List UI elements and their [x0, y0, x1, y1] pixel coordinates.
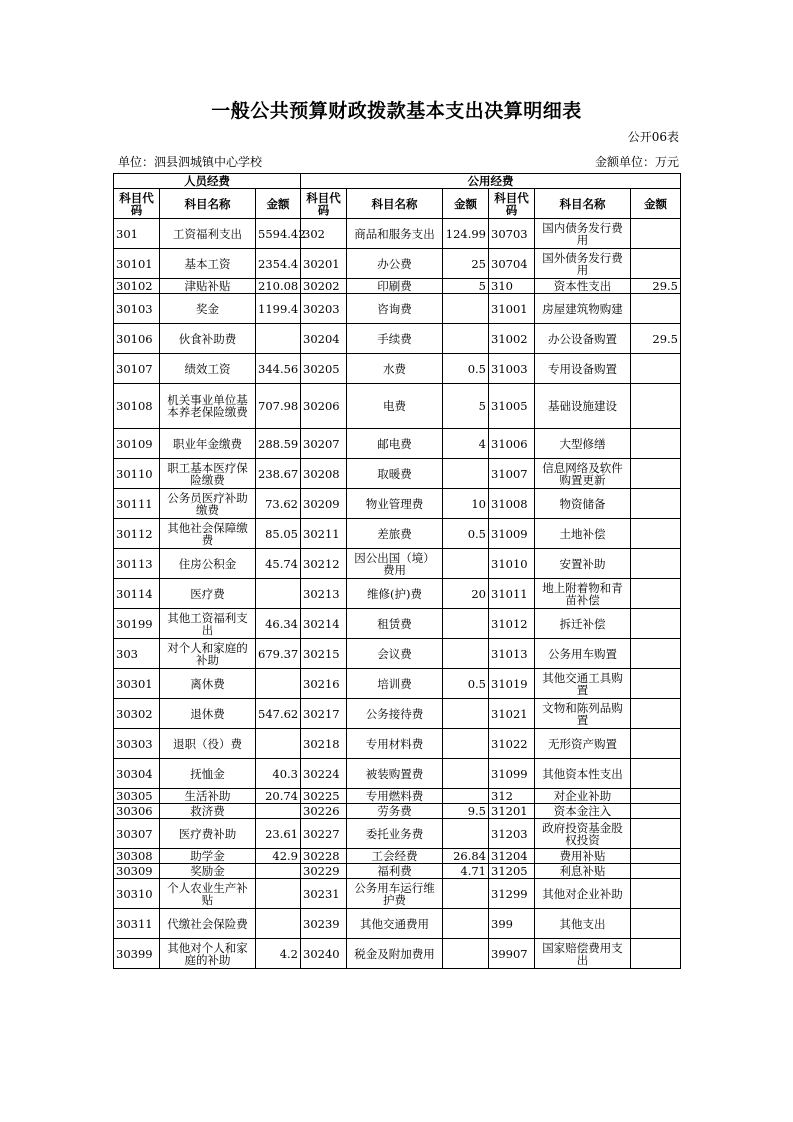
- subject-code-cell: 30213: [301, 579, 347, 609]
- subject-code-cell: 30703: [489, 219, 535, 249]
- subject-code-cell: 31001: [489, 294, 535, 324]
- subject-name-cell: 其他工资福利支出: [160, 609, 256, 639]
- amount-cell: 4.2: [256, 939, 301, 969]
- subject-name-cell: 水费: [347, 354, 443, 384]
- subject-name-cell: 公务用车运行维护费: [347, 879, 443, 909]
- subject-code-cell: 30110: [114, 459, 160, 489]
- subject-name-cell: 资本金注入: [535, 804, 631, 819]
- amount-cell: [631, 729, 681, 759]
- subject-code-cell: 30111: [114, 489, 160, 519]
- amount-cell: [256, 864, 301, 879]
- table-row: [114, 519, 681, 549]
- subject-name-cell: 信息网络及软件购置更新: [535, 459, 631, 489]
- amount-cell: 29.5: [631, 279, 681, 294]
- amount-cell: [256, 669, 301, 699]
- subject-code-cell: 31010: [489, 549, 535, 579]
- amount-cell: [443, 759, 489, 789]
- amount-cell: 707.98: [256, 384, 301, 429]
- subject-name-cell: 津贴补贴: [160, 279, 256, 294]
- subject-name-cell: 其他交通工具购置: [535, 669, 631, 699]
- subject-code-cell: 310: [489, 279, 535, 294]
- subject-name-cell: 差旅费: [347, 519, 443, 549]
- amount-cell: 5: [443, 279, 489, 294]
- subject-code-cell: 30303: [114, 729, 160, 759]
- amount-cell: 124.99: [443, 219, 489, 249]
- subject-name-cell: 劳务费: [347, 804, 443, 819]
- subject-code-cell: 30228: [301, 849, 347, 864]
- amount-cell: 679.37: [256, 639, 301, 669]
- amount-cell: 288.59: [256, 429, 301, 459]
- amount-cell: [631, 294, 681, 324]
- amount-cell: [631, 609, 681, 639]
- subject-code-cell: 30212: [301, 549, 347, 579]
- amount-cell: 9.5: [443, 804, 489, 819]
- subject-name-cell: 退职（役）费: [160, 729, 256, 759]
- amount-cell: [631, 459, 681, 489]
- table-row: [114, 669, 681, 699]
- subject-name-cell: 基础设施建设: [535, 384, 631, 429]
- col-name-header: 科目名称: [535, 189, 631, 219]
- amount-cell: [443, 294, 489, 324]
- amount-cell: [631, 909, 681, 939]
- amount-cell: [443, 699, 489, 729]
- unit-label: 单位：泗县泗城镇中心学校: [118, 155, 263, 169]
- subject-name-cell: 离休费: [160, 669, 256, 699]
- subject-name-cell: 政府投资基金股权投资: [535, 819, 631, 849]
- amount-cell: [631, 804, 681, 819]
- subject-name-cell: 电费: [347, 384, 443, 429]
- amount-cell: [256, 324, 301, 354]
- subject-code-cell: 30227: [301, 819, 347, 849]
- subject-name-cell: 机关事业单位基本养老保险缴费: [160, 384, 256, 429]
- table-row: [114, 819, 681, 849]
- subject-code-cell: 31204: [489, 849, 535, 864]
- subject-name-cell: 其他对企业补助: [535, 879, 631, 909]
- subject-name-cell: 专用设备购置: [535, 354, 631, 384]
- amount-cell: [631, 579, 681, 609]
- col-amount-header: 金额: [256, 189, 301, 219]
- subject-code-cell: 30704: [489, 249, 535, 279]
- subject-code-cell: 30214: [301, 609, 347, 639]
- subject-name-cell: 地上附着物和青苗补偿: [535, 579, 631, 609]
- amount-cell: 23.61: [256, 819, 301, 849]
- subject-code-cell: 30226: [301, 804, 347, 819]
- subject-name-cell: 公务接待费: [347, 699, 443, 729]
- subject-code-cell: 30209: [301, 489, 347, 519]
- col-amount-header: 金额: [443, 189, 489, 219]
- amount-cell: [256, 879, 301, 909]
- amount-cell: [256, 729, 301, 759]
- subject-code-cell: 30112: [114, 519, 160, 549]
- table-row: [114, 324, 681, 354]
- page-title: 一般公共预算财政拨款基本支出决算明细表: [211, 100, 582, 122]
- amount-cell: [443, 639, 489, 669]
- subject-name-cell: 代缴社会保险费: [160, 909, 256, 939]
- subject-name-cell: 印刷费: [347, 279, 443, 294]
- amount-cell: 10: [443, 489, 489, 519]
- amount-cell: 238.67: [256, 459, 301, 489]
- table-row: [114, 864, 681, 879]
- amount-cell: 210.08: [256, 279, 301, 294]
- table-body: [114, 219, 681, 969]
- form-number: 公开06表: [627, 130, 679, 144]
- subject-name-cell: 职工基本医疗保险缴费: [160, 459, 256, 489]
- subject-code-cell: 30399: [114, 939, 160, 969]
- subject-name-cell: 专用材料费: [347, 729, 443, 759]
- col-name-header: 科目名称: [347, 189, 443, 219]
- subject-name-cell: 绩效工资: [160, 354, 256, 384]
- amount-cell: [631, 639, 681, 669]
- table-row: [114, 879, 681, 909]
- subject-name-cell: 物资储备: [535, 489, 631, 519]
- subject-code-cell: 30211: [301, 519, 347, 549]
- col-code-header: 科目代码: [114, 189, 160, 219]
- subject-name-cell: 维修(护)费: [347, 579, 443, 609]
- amount-cell: 344.56: [256, 354, 301, 384]
- amount-cell: [631, 489, 681, 519]
- table-row: [114, 909, 681, 939]
- subject-code-cell: 30204: [301, 324, 347, 354]
- amount-cell: [631, 864, 681, 879]
- table-row: [114, 579, 681, 609]
- table-row: [114, 729, 681, 759]
- subject-code-cell: 30218: [301, 729, 347, 759]
- table-row: [114, 939, 681, 969]
- table-row: [114, 789, 681, 804]
- subject-code-cell: 31011: [489, 579, 535, 609]
- amount-cell: 0.5: [443, 519, 489, 549]
- amount-cell: [631, 849, 681, 864]
- table-row: [114, 279, 681, 294]
- amount-cell: [631, 789, 681, 804]
- amount-cell: [443, 459, 489, 489]
- table-row: [114, 609, 681, 639]
- subject-code-cell: 31013: [489, 639, 535, 669]
- table-row: [114, 429, 681, 459]
- table-row: [114, 384, 681, 429]
- subject-code-cell: 30231: [301, 879, 347, 909]
- table-row: [114, 219, 681, 249]
- subject-code-cell: 30225: [301, 789, 347, 804]
- amount-cell: [631, 249, 681, 279]
- col-code-header: 科目代码: [489, 189, 535, 219]
- amount-cell: [443, 879, 489, 909]
- subject-name-cell: 救济费: [160, 804, 256, 819]
- amount-cell: 4: [443, 429, 489, 459]
- subject-code-cell: 399: [489, 909, 535, 939]
- subject-name-cell: 物业管理费: [347, 489, 443, 519]
- subject-name-cell: 商品和服务支出: [347, 219, 443, 249]
- subject-name-cell: 国内债务发行费用: [535, 219, 631, 249]
- subject-code-cell: 31019: [489, 669, 535, 699]
- amount-cell: [631, 699, 681, 729]
- subject-name-cell: 拆迁补偿: [535, 609, 631, 639]
- subject-name-cell: 税金及附加费用: [347, 939, 443, 969]
- subject-code-cell: 31022: [489, 729, 535, 759]
- amount-cell: 85.05: [256, 519, 301, 549]
- subject-name-cell: 生活补助: [160, 789, 256, 804]
- subject-code-cell: 30102: [114, 279, 160, 294]
- subject-code-cell: 31205: [489, 864, 535, 879]
- subject-name-cell: 奖金: [160, 294, 256, 324]
- amount-cell: 5594.42: [256, 219, 301, 249]
- subject-name-cell: 公务员医疗补助缴费: [160, 489, 256, 519]
- subject-code-cell: 30240: [301, 939, 347, 969]
- amount-cell: 73.62: [256, 489, 301, 519]
- subject-code-cell: 30205: [301, 354, 347, 384]
- subject-code-cell: 31099: [489, 759, 535, 789]
- subject-name-cell: 因公出国（境）费用: [347, 549, 443, 579]
- col-name-header: 科目名称: [160, 189, 256, 219]
- col-amount-header: 金额: [631, 189, 681, 219]
- subject-name-cell: 被装购置费: [347, 759, 443, 789]
- subject-name-cell: 医疗费: [160, 579, 256, 609]
- subject-name-cell: 抚恤金: [160, 759, 256, 789]
- subject-code-cell: 31203: [489, 819, 535, 849]
- amount-cell: [631, 669, 681, 699]
- subject-name-cell: 利息补贴: [535, 864, 631, 879]
- subject-code-cell: 31021: [489, 699, 535, 729]
- amount-cell: [631, 384, 681, 429]
- subject-code-cell: 31008: [489, 489, 535, 519]
- subject-name-cell: 办公费: [347, 249, 443, 279]
- subject-name-cell: 对企业补助: [535, 789, 631, 804]
- amount-cell: [443, 939, 489, 969]
- table-row: [114, 294, 681, 324]
- subject-name-cell: 房屋建筑物购建: [535, 294, 631, 324]
- amount-cell: 20: [443, 579, 489, 609]
- table-row: [114, 699, 681, 729]
- subject-code-cell: 30311: [114, 909, 160, 939]
- group-public-header: 公用经费: [301, 174, 681, 189]
- subject-code-cell: 31299: [489, 879, 535, 909]
- subject-name-cell: 其他交通费用: [347, 909, 443, 939]
- subject-name-cell: 大型修缮: [535, 429, 631, 459]
- subject-name-cell: 基本工资: [160, 249, 256, 279]
- subject-code-cell: 31006: [489, 429, 535, 459]
- subject-code-cell: 30217: [301, 699, 347, 729]
- group-personnel-header: 人员经费: [114, 174, 301, 189]
- subject-code-cell: 30208: [301, 459, 347, 489]
- subject-code-cell: 39907: [489, 939, 535, 969]
- amount-cell: [631, 879, 681, 909]
- subject-code-cell: 30202: [301, 279, 347, 294]
- subject-code-cell: 302: [301, 219, 347, 249]
- subject-name-cell: 邮电费: [347, 429, 443, 459]
- expenditure-table: [113, 173, 681, 969]
- subject-code-cell: 30207: [301, 429, 347, 459]
- subject-name-cell: 无形资产购置: [535, 729, 631, 759]
- table-row: [114, 249, 681, 279]
- subject-name-cell: 职业年金缴费: [160, 429, 256, 459]
- subject-code-cell: 30308: [114, 849, 160, 864]
- amount-cell: 2354.4: [256, 249, 301, 279]
- table-row: [114, 549, 681, 579]
- amount-cell: 0.5: [443, 669, 489, 699]
- subject-code-cell: 31007: [489, 459, 535, 489]
- amount-cell: 26.84: [443, 849, 489, 864]
- table-row: [114, 489, 681, 519]
- subject-name-cell: 住房公积金: [160, 549, 256, 579]
- amount-cell: 4.71: [443, 864, 489, 879]
- amount-cell: [256, 909, 301, 939]
- amount-cell: [631, 939, 681, 969]
- subject-code-cell: 30301: [114, 669, 160, 699]
- amount-cell: 45.74: [256, 549, 301, 579]
- table-row: [114, 759, 681, 789]
- subject-name-cell: 其他社会保障缴费: [160, 519, 256, 549]
- subject-name-cell: 福利费: [347, 864, 443, 879]
- subject-code-cell: 30201: [301, 249, 347, 279]
- subject-name-cell: 资本性支出: [535, 279, 631, 294]
- amount-cell: [256, 579, 301, 609]
- subject-code-cell: 30307: [114, 819, 160, 849]
- subject-code-cell: 30107: [114, 354, 160, 384]
- amount-cell: [443, 789, 489, 804]
- amount-cell: [631, 219, 681, 249]
- subject-code-cell: 30206: [301, 384, 347, 429]
- subject-code-cell: 30108: [114, 384, 160, 429]
- amount-cell: 5: [443, 384, 489, 429]
- subject-code-cell: 30215: [301, 639, 347, 669]
- subject-code-cell: 31009: [489, 519, 535, 549]
- subject-name-cell: 奖励金: [160, 864, 256, 879]
- subject-name-cell: 土地补偿: [535, 519, 631, 549]
- subject-name-cell: 安置补助: [535, 549, 631, 579]
- subject-code-cell: 30203: [301, 294, 347, 324]
- subject-code-cell: 312: [489, 789, 535, 804]
- subject-code-cell: 30199: [114, 609, 160, 639]
- amount-cell: 547.62: [256, 699, 301, 729]
- table-row: [114, 354, 681, 384]
- subject-name-cell: 会议费: [347, 639, 443, 669]
- subject-name-cell: 培训费: [347, 669, 443, 699]
- subject-name-cell: 公务用车购置: [535, 639, 631, 669]
- amount-cell: [443, 909, 489, 939]
- amount-cell: [443, 324, 489, 354]
- amount-cell: 25: [443, 249, 489, 279]
- subject-name-cell: 助学金: [160, 849, 256, 864]
- subject-code-cell: 31012: [489, 609, 535, 639]
- amount-cell: 46.34: [256, 609, 301, 639]
- amount-cell: [443, 819, 489, 849]
- subject-name-cell: 伙食补助费: [160, 324, 256, 354]
- subject-name-cell: 其他支出: [535, 909, 631, 939]
- subject-name-cell: 国外债务发行费用: [535, 249, 631, 279]
- amount-cell: 40.3: [256, 759, 301, 789]
- subject-code-cell: 30101: [114, 249, 160, 279]
- amount-unit-label: 金额单位：万元: [594, 155, 679, 169]
- subject-code-cell: 30106: [114, 324, 160, 354]
- amount-cell: 1199.4: [256, 294, 301, 324]
- subject-code-cell: 30309: [114, 864, 160, 879]
- subject-name-cell: 委托业务费: [347, 819, 443, 849]
- amount-cell: [256, 804, 301, 819]
- subject-name-cell: 咨询费: [347, 294, 443, 324]
- subject-name-cell: 租赁费: [347, 609, 443, 639]
- table-row: [114, 849, 681, 864]
- subject-code-cell: 30103: [114, 294, 160, 324]
- amount-cell: 20.74: [256, 789, 301, 804]
- subject-name-cell: 工会经费: [347, 849, 443, 864]
- subject-code-cell: 303: [114, 639, 160, 669]
- subject-code-cell: 30224: [301, 759, 347, 789]
- amount-cell: [631, 759, 681, 789]
- amount-cell: [631, 519, 681, 549]
- amount-cell: 0.5: [443, 354, 489, 384]
- subject-name-cell: 文物和陈列品购置: [535, 699, 631, 729]
- col-code-header: 科目代码: [301, 189, 347, 219]
- table-row: [114, 804, 681, 819]
- subject-name-cell: 其他资本性支出: [535, 759, 631, 789]
- subject-code-cell: 30114: [114, 579, 160, 609]
- subject-code-cell: 30239: [301, 909, 347, 939]
- subject-name-cell: 费用补贴: [535, 849, 631, 864]
- subject-name-cell: 专用燃料费: [347, 789, 443, 804]
- amount-cell: [631, 819, 681, 849]
- subject-name-cell: 退休费: [160, 699, 256, 729]
- amount-cell: [443, 729, 489, 759]
- amount-cell: [631, 354, 681, 384]
- amount-cell: 29.5: [631, 324, 681, 354]
- subject-name-cell: 对个人和家庭的补助: [160, 639, 256, 669]
- subject-code-cell: 30306: [114, 804, 160, 819]
- subject-name-cell: 其他对个人和家庭的补助: [160, 939, 256, 969]
- table-row: [114, 459, 681, 489]
- subject-code-cell: 31005: [489, 384, 535, 429]
- amount-cell: [631, 549, 681, 579]
- subject-code-cell: 301: [114, 219, 160, 249]
- amount-cell: [443, 609, 489, 639]
- subject-name-cell: 工资福利支出: [160, 219, 256, 249]
- subject-code-cell: 31003: [489, 354, 535, 384]
- subject-code-cell: 30310: [114, 879, 160, 909]
- amount-cell: 42.9: [256, 849, 301, 864]
- subject-code-cell: 30305: [114, 789, 160, 804]
- subject-code-cell: 30113: [114, 549, 160, 579]
- subject-code-cell: 31002: [489, 324, 535, 354]
- subject-name-cell: 国家赔偿费用支出: [535, 939, 631, 969]
- subject-code-cell: 31201: [489, 804, 535, 819]
- subject-name-cell: 医疗费补助: [160, 819, 256, 849]
- subject-code-cell: 30216: [301, 669, 347, 699]
- table-row: [114, 639, 681, 669]
- amount-cell: [443, 549, 489, 579]
- subject-code-cell: 30304: [114, 759, 160, 789]
- subject-name-cell: 办公设备购置: [535, 324, 631, 354]
- subject-code-cell: 30109: [114, 429, 160, 459]
- subject-code-cell: 30229: [301, 864, 347, 879]
- subject-code-cell: 30302: [114, 699, 160, 729]
- amount-cell: [631, 429, 681, 459]
- subject-name-cell: 手续费: [347, 324, 443, 354]
- subject-name-cell: 个人农业生产补贴: [160, 879, 256, 909]
- subject-name-cell: 取暖费: [347, 459, 443, 489]
